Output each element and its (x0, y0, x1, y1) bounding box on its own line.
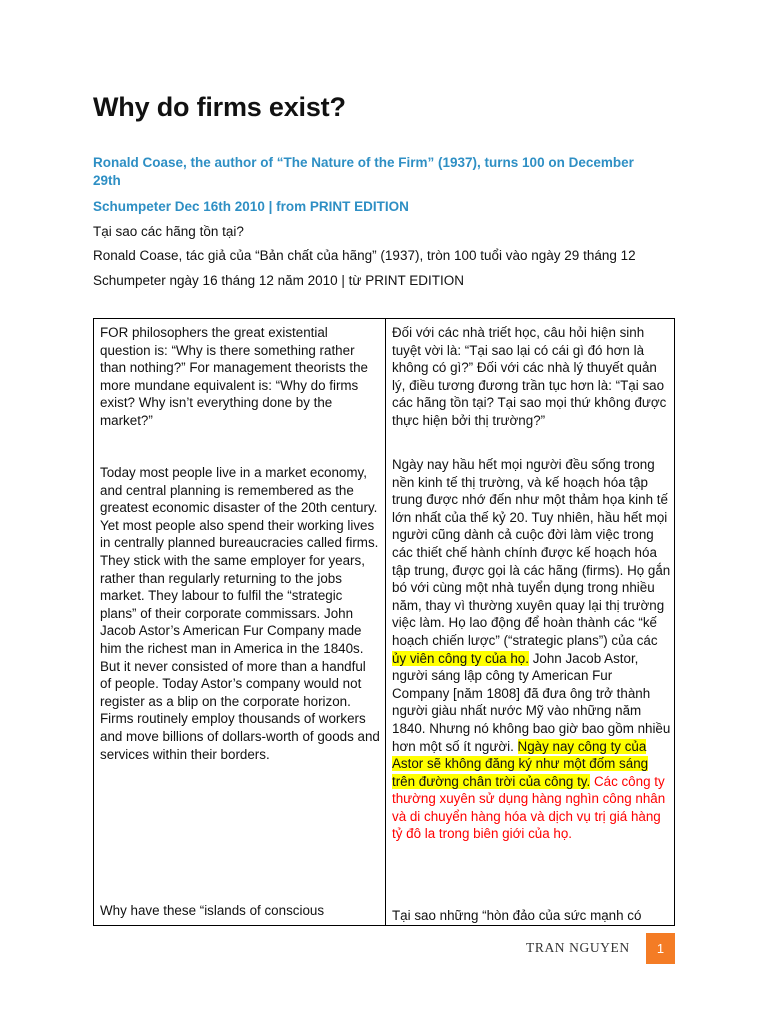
translation-table (93, 318, 675, 926)
english-paragraph-2: Today most people live in a market economy, and central planning is remembered as the greatest economic disaster of the 20th century. Yet most people also spend their working lives in centrally planned bureaucracies called firms. They stick with the same employer for years, rather than regularly returning to the jobs market. They labour to fulfil the “strategic plans” of their corporate commissars. John Jacob Astor’s American Fur Company made him the richest man in America in the 1840s. But it never consisted of more than a handful of people. Today Astor’s company would not register as a blip on the corporate horizon. Firms routinely employ thousands of workers and move billions of dollars-worth of goods and services within their borders. (100, 465, 380, 762)
red-text: Các công ty thường xuyên sử dụng hàng nghìn công nhân và di chuyển hàng hóa và dịch vụ trị giá hàng tỷ đô la trong biên giới của họ. (392, 773, 666, 842)
article-byline: Schumpeter Dec 16th 2010 | from PRINT EDITION (93, 199, 409, 214)
vietnamese-paragraph-1: Đối với các nhà triết học, câu hỏi hiện sinh tuyệt vời là: “Tại sao lại có cái gì đó hơn là không có gì?” Đối với các nhà lý thuyết quản lý, điều tương đương trần tục hơn là: “Tại sao các hãng tồn tại? Tại sao mọi thứ không được thực hiện bởi thị trường?” (392, 325, 667, 428)
vietnamese-paragraph-2-text-b: John Jacob Astor, người sáng lập công ty American Fur Company [năm 1808] đã đưa ông trở thành người giàu nhất nước Mỹ vào những năm 1840. Nhưng nó không bao giờ bao gồm nhiều hơn một số ít người. (392, 650, 671, 754)
page-number-badge: 1 (646, 933, 675, 964)
vi-title: Tại sao các hãng tồn tại? (93, 224, 244, 239)
footer-author: TRAN NGUYEN (526, 940, 630, 955)
column-divider (385, 319, 386, 925)
article-subtitle: Ronald Coase, the author of “The Nature of the Firm” (1937), turns 100 on December 29th (93, 155, 634, 188)
highlighted-text-2: Ngày nay công ty của Astor sẽ không đăng ký như một đốm sáng trên đường chân trời của công ty. (392, 738, 649, 789)
vi-subtitle: Ronald Coase, tác giả của “Bản chất của hãng” (1937), tròn 100 tuổi vào ngày 29 tháng 12 (93, 248, 636, 263)
article-title: Why do firms exist? (93, 92, 346, 122)
vietnamese-paragraph-2 (392, 456, 672, 843)
english-paragraph-3: Why have these “islands of conscious (100, 903, 325, 918)
vietnamese-paragraph-3: Tại sao những “hòn đảo của sức mạnh có (392, 908, 642, 923)
vi-byline: Schumpeter ngày 16 tháng 12 năm 2010 | từ PRINT EDITION (93, 273, 464, 288)
highlighted-text-1: ủy viên công ty của họ. (392, 650, 529, 666)
english-paragraph-1: FOR philosophers the great existential question is: “Why is there something rather than nothing?” For management theorists the more mundane equivalent is: “Why do firms exist? Why isn’t everything done by the market?” (100, 325, 368, 428)
vietnamese-paragraph-2-text-a: Ngày nay hầu hết mọi người đều sống trong nền kinh tế thị trường, và kế hoạch hóa tập trung được nhớ đến như một thảm họa kinh tế lớn nhất của thế kỷ 20. Tuy nhiên, hầu hết mọi người cũng dành cả cuộc đời làm việc trong các thiết chế hành chính được kế hoạch hóa tập trung, được gọi là các hãng (firms). Họ gắn bó với cùng một nhà tuyển dụng trong nhiều năm, thay vì thường xuyên quay lại thị trường việc làm. Họ lao động để hoàn thành các “kế hoạch chiến lược” (“strategic plans”) của các (392, 457, 671, 648)
